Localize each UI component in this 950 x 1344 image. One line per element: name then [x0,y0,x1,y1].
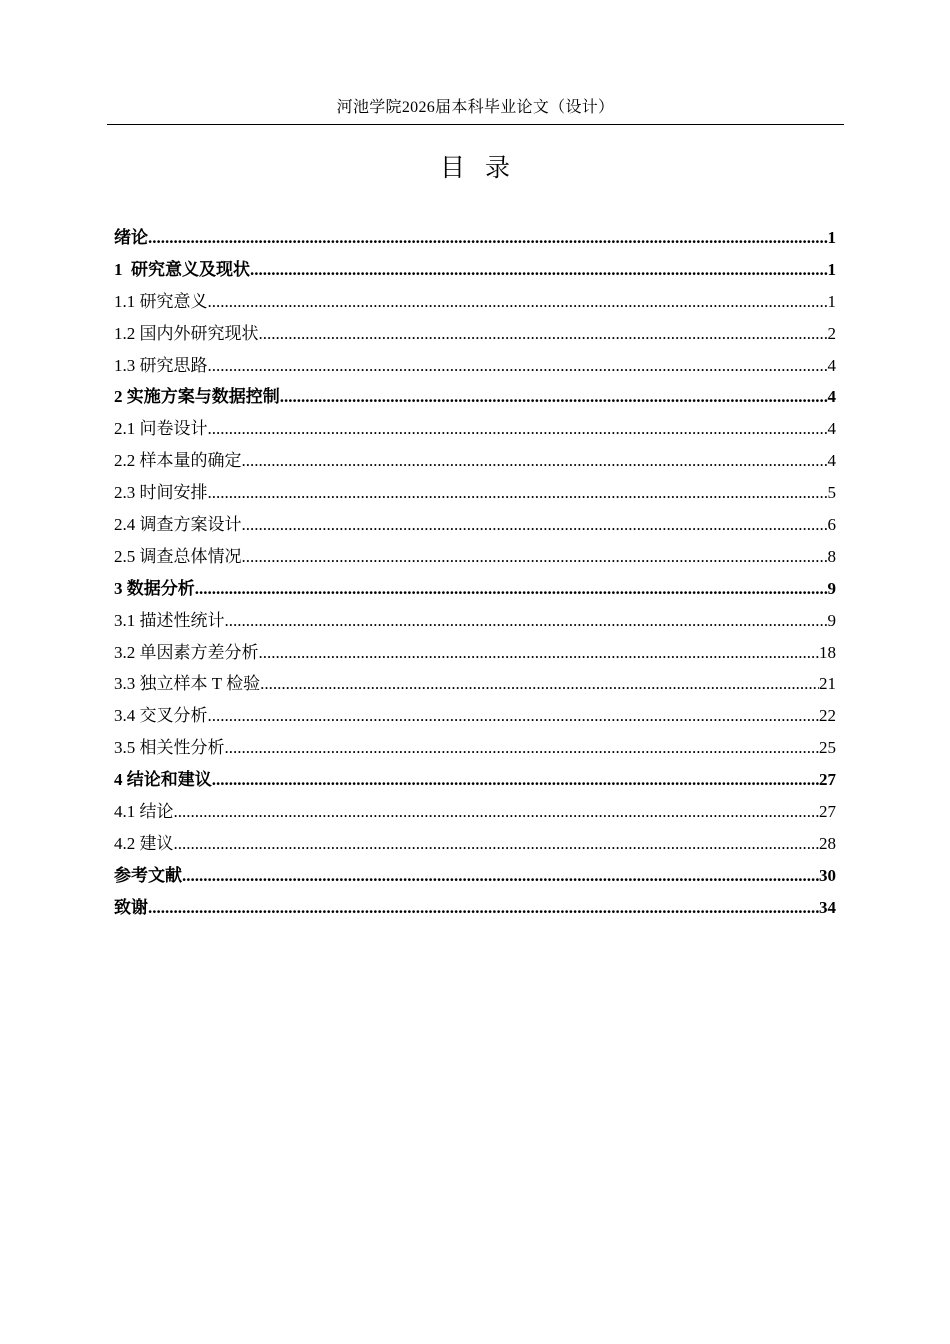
toc-entry-page: 9 [827,610,836,630]
toc-entry[interactable] [114,254,836,286]
toc-entry-page: 34 [819,897,836,917]
toc-entry[interactable] [114,764,836,796]
toc-entry-page: 21 [819,674,836,694]
toc-leader-dots [242,445,828,477]
toc-leader-dots [148,222,828,254]
toc-entry-page: 6 [827,515,836,535]
toc-entry[interactable] [114,860,836,892]
toc-entry-label: 3.5 相关性分析 [114,738,225,758]
toc-leader-dots [208,700,820,732]
toc-entry-label: 2.4 调查方案设计 [114,515,242,535]
toc-entry-page: 1 [827,259,836,279]
toc-entry-label: 3.3 独立样本 T 检验 [114,674,261,694]
toc-entry[interactable] [114,668,836,700]
toc-leader-dots [174,828,820,860]
toc-entry-label: 2.3 时间安排 [114,483,208,503]
toc-leader-dots [182,860,819,892]
toc-entry[interactable] [114,381,836,413]
toc-entry-label: 参考文献 [114,865,182,885]
toc-entry-label: 3.1 描述性统计 [114,610,225,630]
toc-leader-dots [208,350,828,382]
toc-leader-dots [242,541,828,573]
toc-title: 目录 [439,153,530,182]
toc-leader-dots [225,605,828,637]
toc-entry-page: 4 [827,419,836,439]
toc-entry[interactable] [114,637,836,669]
toc-entry-page: 18 [819,642,836,662]
toc-entry[interactable] [114,477,836,509]
toc-leader-dots [259,318,828,350]
toc-entry-label: 2.5 调查总体情况 [114,546,242,566]
toc-entry-label: 1 研究意义及现状 [114,259,250,279]
toc-leader-dots [195,573,828,605]
toc-entry[interactable] [114,350,836,382]
toc-entry[interactable] [114,796,836,828]
toc-entry-page: 28 [819,833,836,853]
toc-entry-page: 9 [827,578,836,598]
toc-leader-dots [259,637,820,669]
toc-entry-page: 4 [827,387,836,407]
toc-entry-page: 27 [819,802,836,822]
toc-entry-page: 4 [827,451,836,471]
toc-entry-label: 2.1 问卷设计 [114,419,208,439]
toc-entry-page: 5 [827,483,836,503]
toc-entry-label: 4.1 结论 [114,802,174,822]
toc-entry-page: 8 [827,546,836,566]
toc-entry-page: 25 [819,738,836,758]
toc-entry-label: 1.1 研究意义 [114,291,208,311]
toc-entry[interactable] [114,541,836,573]
toc-entry-page: 1 [827,291,836,311]
page-header: 河池学院2026届本科毕业论文（设计） [336,99,615,116]
toc-leader-dots [208,477,828,509]
toc-entry-page: 22 [819,706,836,726]
toc-entry[interactable] [114,700,836,732]
toc-leader-dots [208,413,828,445]
toc-leader-dots [148,892,819,924]
toc-entry[interactable] [114,222,836,254]
toc-entry-page: 1 [827,228,836,247]
toc-entry-label: 3.4 交叉分析 [114,706,208,726]
toc-entry-page: 27 [819,770,836,790]
toc-entry[interactable] [114,445,836,477]
toc-entry[interactable] [114,732,836,764]
toc-entry-label: 2.2 样本量的确定 [114,451,242,471]
toc-entry[interactable] [114,605,836,637]
toc-leader-dots [212,764,819,796]
toc-entry-label: 1.3 研究思路 [114,355,208,375]
toc-entry-label: 2 实施方案与数据控制 [114,387,280,407]
toc-leader-dots [225,732,820,764]
toc-entry[interactable] [114,892,836,924]
toc-leader-dots [242,509,828,541]
toc-entry-label: 4 结论和建议 [114,770,212,790]
toc-entry-label: 1.2 国内外研究现状 [114,323,259,343]
toc-entry[interactable] [114,509,836,541]
toc-leader-dots [174,796,820,828]
toc-entry-label: 3.2 单因素方差分析 [114,642,259,662]
toc-leader-dots [280,381,828,413]
toc-entry[interactable] [114,286,836,318]
toc-entry-label: 3 数据分析 [114,578,195,598]
toc-entry-label: 4.2 建议 [114,833,174,853]
toc-leader-dots [208,286,828,318]
table-of-contents [114,222,836,924]
toc-leader-dots [250,254,828,286]
toc-entry[interactable] [114,413,836,445]
toc-entry[interactable] [114,573,836,605]
toc-entry-label: 绪论 [114,228,148,247]
header-rule [107,124,844,125]
toc-entry-label: 致谢 [114,897,148,917]
toc-entry[interactable] [114,828,836,860]
toc-entry[interactable] [114,318,836,350]
toc-entry-page: 4 [827,355,836,375]
toc-entry-page: 2 [827,323,836,343]
toc-entry-page: 30 [819,865,836,885]
toc-leader-dots [260,668,819,700]
